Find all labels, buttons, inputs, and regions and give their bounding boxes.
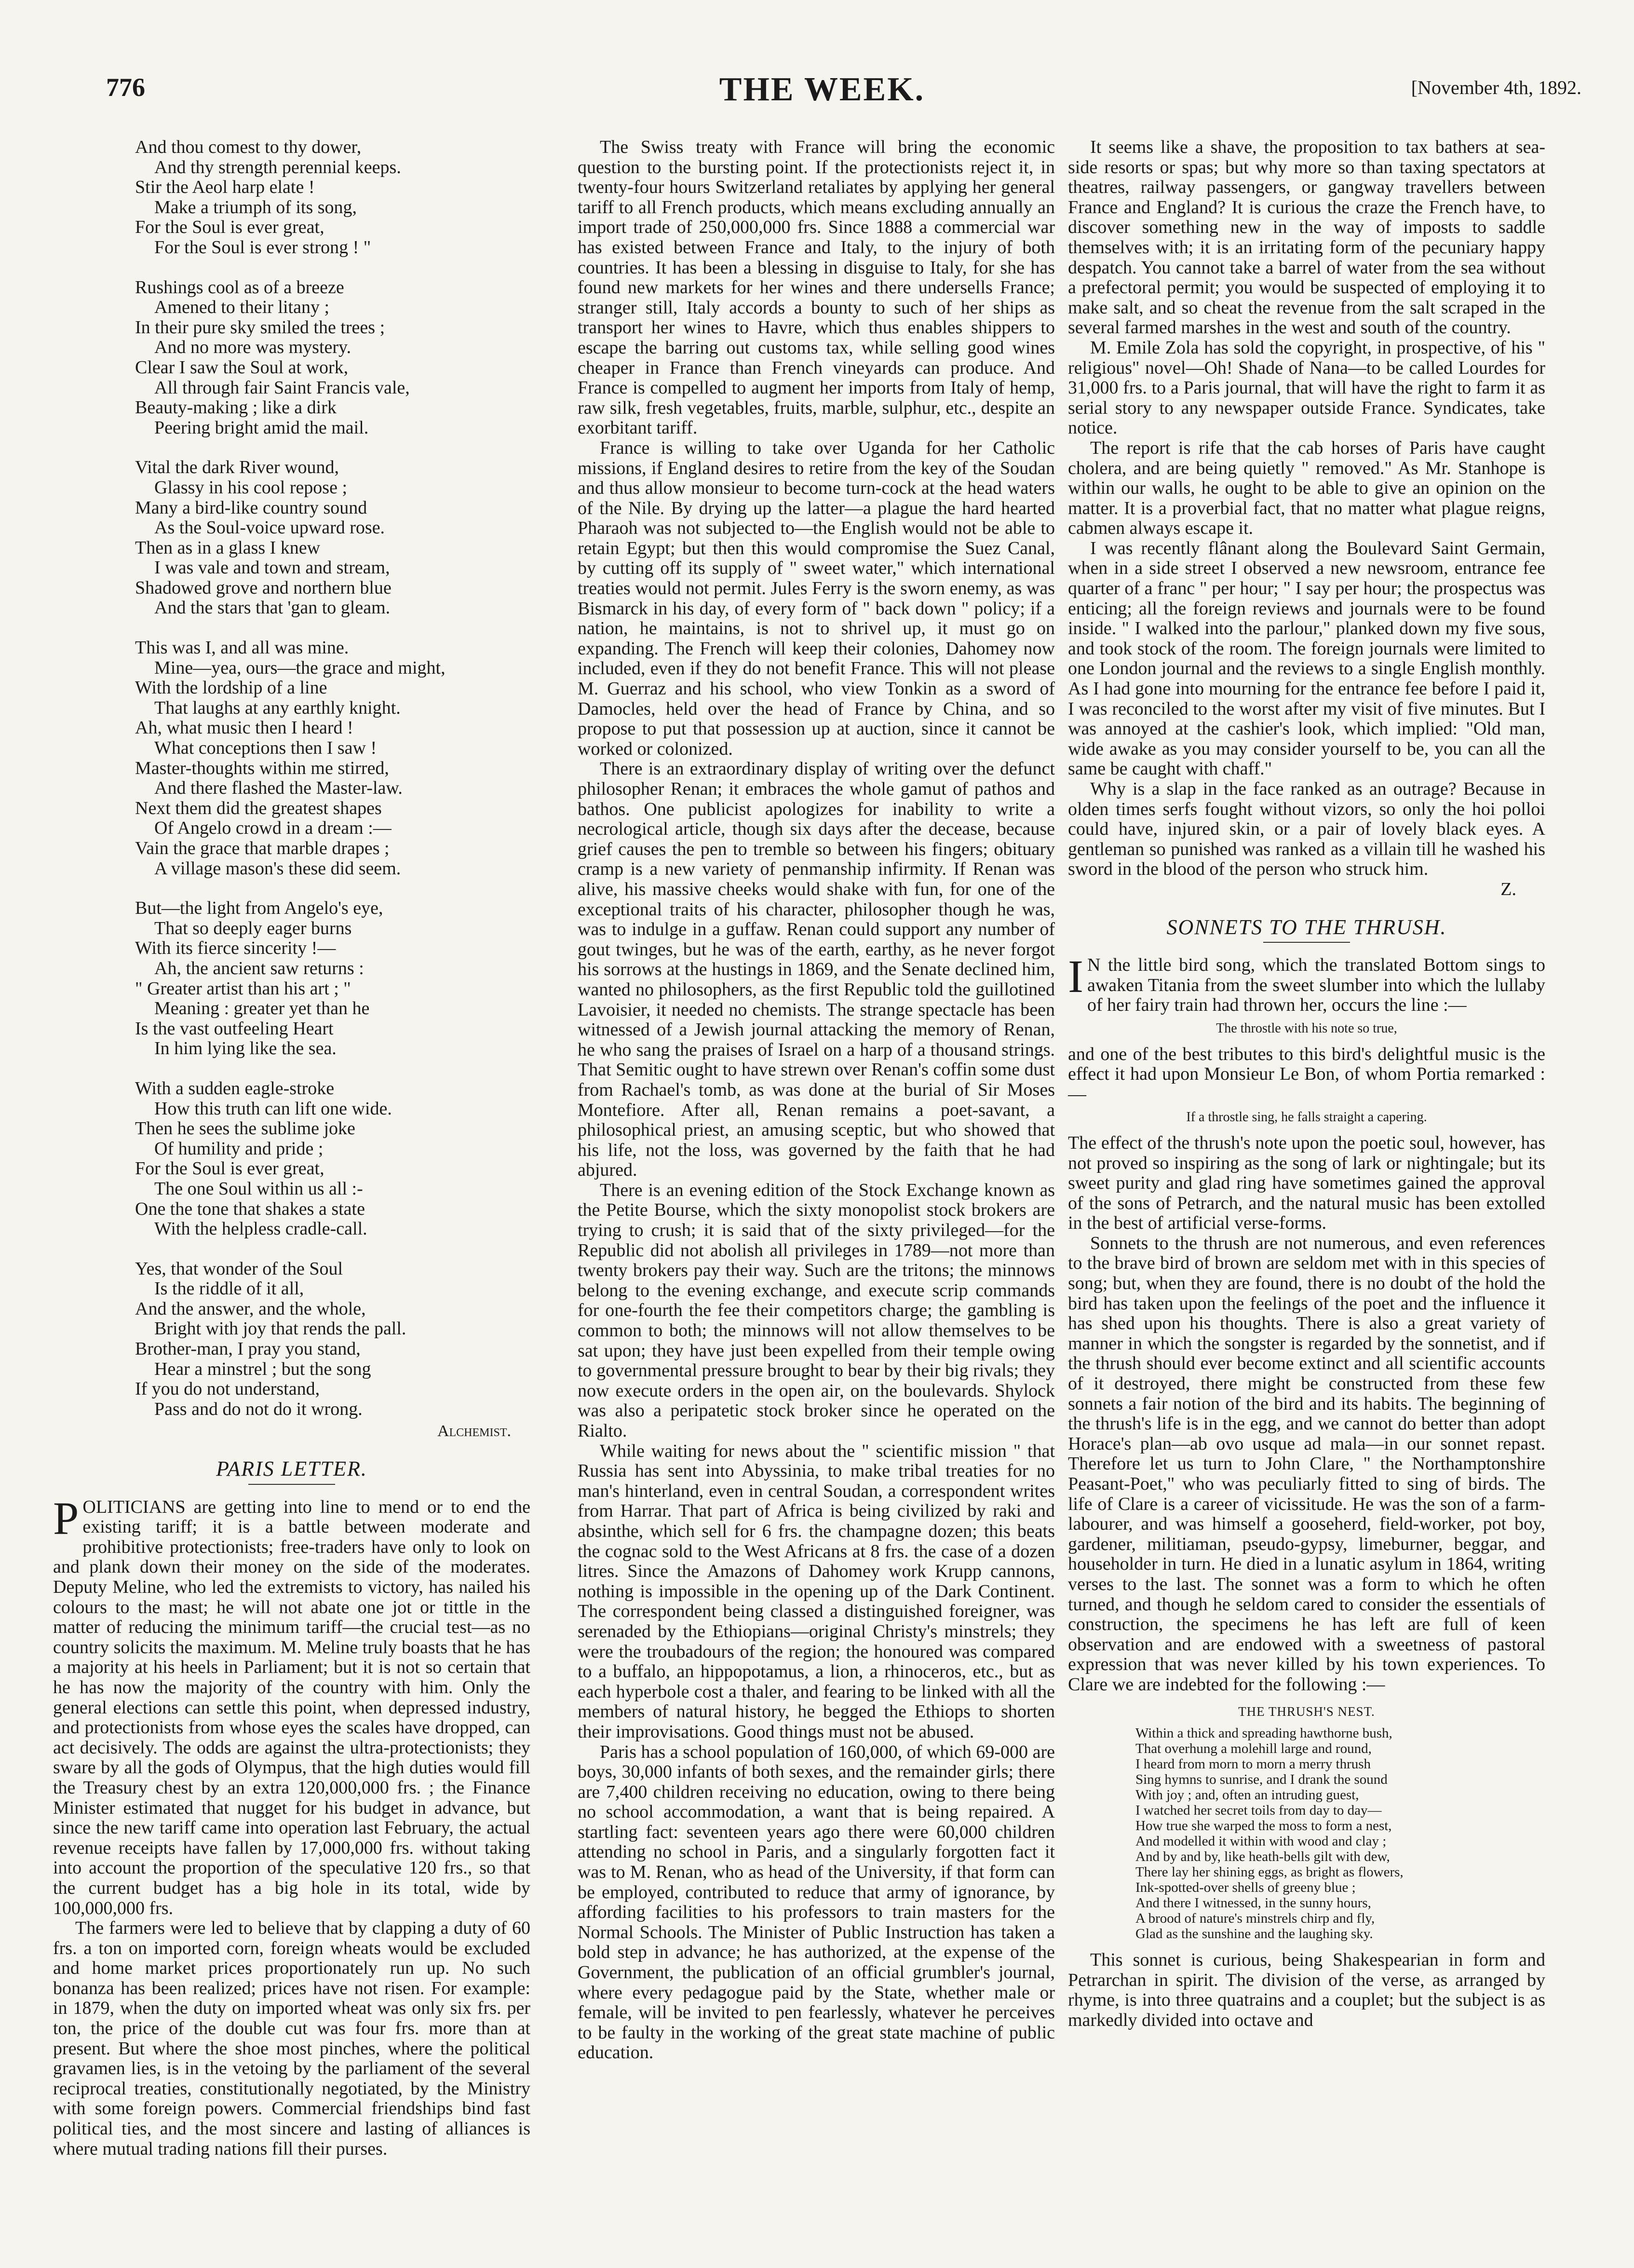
paris-paragraph: The farmers were led to believe that by clapping a duty of 60 frs. a ton on imported corn, foreign wheats would be excluded and home market prices proportionately run up. No such bonanza has been realized; prices have not risen. For example: in 1879, when the duty on imported wheat was only six frs. per ton, the price of the double cut was four frs. more than at present. But where the shoe most pinches, where the political gravamen lies, is in the vetoing by the parliament of the several reciprocal treaties, constitutionally negotiated, by the Ministry with some foreign powers. Commercial friendships bind fast political ties, and the most sincere and lasting of alliances is where mutual trading nations fill their purses. <box>53 1918 530 2159</box>
poem-line: Beauty-making ; like a dirk <box>135 397 337 418</box>
poem-stanza <box>135 638 530 879</box>
paris-paragraph <box>53 1492 530 1918</box>
quoted-line: If a throstle sing, he falls straight a capering. <box>1186 1110 1427 1125</box>
poem-line: For the Soul is ever strong ! " <box>154 237 371 258</box>
paris-paragraph: M. Emile Zola has sold the copyright, in prospective, of his " religious" novel—Oh! Shade of Nana—to be called Lourdes for 31,000 frs. to a Paris journal, that will have the right to farm it as serial story to any newspaper outside France. Syndicates, take notice. <box>1068 337 1545 438</box>
issue-date: [November 4th, 1892. <box>1411 77 1581 98</box>
sonnet-line: I watched her secret toils from day to day— <box>1135 1803 1382 1819</box>
paris-paragraph: Why is a slap in the face ranked as an outrage? Because in olden times serfs fought without vizors, so only the hoi polloi could have, injured skin, or a pair of lovely black eyes. A gentleman so punished was ranked as a villain till he washed his sword in the blood of the person who struck him. <box>1068 779 1545 880</box>
poem-line: Is the vast outfeeling Heart <box>135 1018 334 1039</box>
poem-line: Bright with joy that rends the pall. <box>154 1318 406 1339</box>
poem-stanza <box>135 137 530 258</box>
poem-line: Amened to their litany ; <box>154 297 330 318</box>
quoted-line: The throstle with his note so true, <box>1216 1020 1397 1036</box>
poem-line: Rushings cool as of a breeze <box>135 277 344 298</box>
poem-line: Hear a minstrel ; but the song <box>154 1358 371 1379</box>
sonnet-line: That overhung a molehill large and round, <box>1135 1741 1372 1757</box>
sonnet-line: A brood of nature's minstrels chirp and fly, <box>1135 1911 1375 1927</box>
paris-paragraph: France is willing to take over Uganda for her Catholic missions, if England desires to retire from the key of the Soudan and thus allow monsieur to become turn-cock at the head waters of the Nile. By drying up the latter—a plague the hard hearted Pharaoh was not subjected to—the English would not be able to retain Egypt; but then this would compromise the Suez Canal, by cutting off its supply of " sweet water," which international treaties would not permit. Jules Ferry is the sworn enemy, as was Bismarck in his day, of every form of " back down " policy; if a nation, he maintains, is not to shrivel up, it must go on expanding. The French will keep their colonies, Dahomey now included, even if they do not benefit France. This will not please M. Guerraz and his school, who view Tonkin as a sword of Damocles, held over the head of France by China, and so propose to put that possession up at auction, since it cannot be worked or colonized. <box>578 437 1055 759</box>
paris-paragraph: There is an evening edition of the Stock Exchange known as the Petite Bourse, which the sixty monopolist stock brokers are trying to crush; it is said that of the sixty privileged—for the Republic did not abolish all privileges in 1789—not more than twenty brokers pay their way. Such are the tritons; the minnows belong to the evening exchange, and execute scrip commands for one-fourth the fee their competitors charge; the gambling is common to both; the minnows will not allow themselves to be sat upon; they have just been expelled from their temple owing to governmental pressure brought to bear by their big rivals; they now execute orders in the open air, on the boulevards. Shylock was also a peripatetic stock broker since he operated on the Rialto. <box>578 1180 1055 1441</box>
poem-line: Clear I saw the Soul at work, <box>135 357 349 378</box>
title-rule <box>1263 942 1350 943</box>
poem-line: Meaning : greater yet than he <box>154 998 370 1019</box>
poem-line: But—the light from Angelo's eye, <box>135 898 383 919</box>
poem-line: Stir the Aeol harp elate ! <box>135 177 315 198</box>
poem-line: Of humility and pride ; <box>154 1138 324 1159</box>
poem-line: Then he sees the sublime joke <box>135 1118 355 1139</box>
page-number: 776 <box>106 73 145 102</box>
poem-line: As the Soul-voice upward rose. <box>154 517 385 538</box>
poem-line: What conceptions then I saw ! <box>154 738 377 759</box>
poem-line: And thy strength perennial keeps. <box>154 157 401 177</box>
paris-paragraph: The report is rife that the cab horses of Paris have caught cholera, and are being quietly " removed." As Mr. Stanhope is within our walls, he ought to be able to give an opinion on the matter. It is a proverbial fact, that no matter what plague reigns, cabmen always escape it. <box>1068 437 1545 539</box>
paris-signature: Z. <box>1500 879 1516 899</box>
poem-line: I was vale and town and stream, <box>154 557 390 578</box>
drop-cap: I <box>1068 951 1083 1003</box>
poem-line: Ah, what music then I heard ! <box>135 718 353 738</box>
poem-line: How this truth can lift one wide. <box>154 1098 392 1119</box>
poem-line: " Greater artist than his art ; " <box>135 978 351 999</box>
paris-paragraph: I was recently flânant along the Boulevard Saint Germain, when in a side street I observed a new newsroom, entrance fee quarter of a franc " per hour; " I say per hour; the prospectus was enticing; all the foreign reviews and journals were to be found inside. " I walked into the parlour," planked down my five sous, and took stock of the room. The foreign journals were limited to one London journal and the reviews to a single English monthly. As I had gone into mourning for the entrance fee before I paid it, I was reconciled to the worst after my visit of five minutes. But I was annoyed at the cashier's look, which implied: "Old man, wide awake as you may consider yourself to be, you can all the same be caught with chaff." <box>1068 538 1545 779</box>
poem-line: Shadowed grove and northern blue <box>135 577 392 598</box>
poem-signature: Alchemist. <box>437 1422 511 1440</box>
poem-line: All through fair Saint Francis vale, <box>154 377 410 398</box>
paris-letter-title: PARIS LETTER. <box>216 1457 367 1481</box>
poem-line: Many a bird-like country sound <box>135 497 367 518</box>
poem-line: And the stars that 'gan to gleam. <box>154 598 391 618</box>
poem-line: Yes, that wonder of the Soul <box>135 1258 343 1279</box>
thrush-paragraph: The effect of the thrush's note upon the poetic soul, however, has not proved so inspiring as the song of lark or nightingale; but its sweet purity and glad ring have sometimes gained the approval of the sons of Petrarch, and the natural music has been extolled in the best of artificial verse-forms. <box>1068 1132 1545 1234</box>
poem-line: The one Soul within us all :- <box>154 1178 363 1199</box>
sonnet-line: With joy ; and, often an intruding guest, <box>1135 1787 1359 1803</box>
sonnet-line: And modelled it within with wood and clay ; <box>1135 1833 1387 1849</box>
poem-line: That so deeply eager burns <box>154 918 352 938</box>
poem-stanza <box>135 898 530 1059</box>
poem-line: Of Angelo crowd in a dream :— <box>154 818 392 839</box>
poem-line: With the lordship of a line <box>135 678 327 698</box>
poem-line: If you do not understand, <box>135 1379 320 1399</box>
poem-stanza <box>135 278 530 438</box>
sonnet-line: Glad as the sunshine and the laughing sky. <box>1135 1926 1373 1942</box>
paris-paragraph: While waiting for news about the " scientific mission " that Russia has sent into Abyssinia, to make tribal treaties for no man's hinterland, even in central Soudan, a correspondent writes from Harrar. That part of Africa is being civilized by raki and absinthe, which sell for 6 frs. the champagne dozen; this beats the cognac sold to the West Africans at 8 frs. the case of a dozen litres. Since the Amazons of Dahomey work Krupp cannons, nothing is impossible in the opening up of the Dark Continent. The correspondent being classed a distinguished foreigner, was serenaded by the Ethiopians—original Christy's minstrels; they were the troubadours of the region; the honoured was compared to a buffalo, an hippopotamus, a lion, a rhinoceros, etc., but as each hyperbole cost a thaler, and fearing to be linked with all the members of natural history, he begged the Ethiops to shorten their improvisations. Good things must not be abused. <box>578 1440 1055 1742</box>
paris-paragraph: It seems like a shave, the proposition to tax bathers at sea-side resorts or spas; but why more so than taxing spectators at theatres, railway passengers, or gangway travellers between France and England? It is curious the craze the French have, to discover something new in the way of imposts to saddle themselves with; it is an irritating form of the pecuniary happy despatch. You cannot take a barrel of water from the sea without a prefectoral permit; you would be suspected of employing it to make salt, and so cheat the revenue from the salt scraped in the several farmed marshes in the west and south of the country. <box>1068 137 1545 338</box>
poem-stanza <box>135 1259 530 1420</box>
poem-stanza <box>135 458 530 618</box>
poem-line: One the tone that shakes a state <box>135 1198 365 1219</box>
paris-paragraph: Paris has a school population of 160,000, of which 69-000 are boys, 30,000 infants of both sexes, and the remainder girls; there are 7,400 children receiving no education, owing to there being no school accommodation, a want that is being repaired. A startling fact: seventeen years ago there were 60,000 children attending no school in Paris, and a singularly forgotten fact it was to M. Renan, who as head of the University, if that form can be employed, contributed to reduce that army of ignorance, by affording facilities to his professors to train masters for the Normal Schools. The Minister of Public Instruction has taken a bold step in advance; he has authorized, at the expense of the Government, the publication of an official grumbler's journal, where every pedagogue paid by the State, whether male or female, will be invited to pen fearlessly, whatever he perceives to be faulty in the working of the great state machine of public education. <box>578 1741 1055 2063</box>
poem-line: In their pure sky smiled the trees ; <box>135 317 385 338</box>
poem-line: This was I, and all was mine. <box>135 638 349 658</box>
poem-line: Vital the dark River wound, <box>135 457 339 478</box>
poem-line: And no more was mystery. <box>154 337 351 358</box>
poem-line: For the Soul is ever great, <box>135 1158 324 1179</box>
sonnet-line: How true she warped the moss to form a nest, <box>1135 1818 1392 1834</box>
poem-line: In him lying like the sea. <box>154 1038 337 1059</box>
title-rule <box>248 1484 335 1485</box>
masthead: THE WEEK. <box>719 71 925 108</box>
poem-line: For the Soul is ever great, <box>135 217 324 238</box>
poem-line: That laughs at any earthly knight. <box>154 697 401 718</box>
poem-line: And the answer, and the whole, <box>135 1298 366 1319</box>
poem-line: Next them did the greatest shapes <box>135 798 382 818</box>
column-3 <box>1068 137 1545 2239</box>
poem-line: And thou comest to thy dower, <box>135 137 362 157</box>
paris-paragraph: The Swiss treaty with France will bring the economic question to the bursting point. If the protectionists reject it, in twenty-four hours Switzerland retaliates by applying her general tariff to all French products, which means excluding annually an import trade of 250,000,000 frs. Since 1888 a commercial war has existed between France and Italy, to the injury of both countries. It has been a blessing in disguise to Italy, for she has found new markets for her wines and there undersells France; stranger still, Italy accords a bounty to such of her ships as transport her wines to Havre, which thus enables shippers to escape the barring out customs tax, while selling good wines cheaper in France than French vineyards can produce. And France is compelled to augment her imports from Italy of hemp, raw silk, fresh vegetables, fruits, marble, sulphur, etc., despite an exorbitant tariff. <box>578 137 1055 438</box>
poem-line: Pass and do not do it wrong. <box>154 1399 363 1419</box>
column-2 <box>578 137 1055 2239</box>
poem-line: Master-thoughts within me stirred, <box>135 758 389 778</box>
poem-line: And there flashed the Master-law. <box>154 778 403 799</box>
poem-line: Make a triumph of its song, <box>154 197 357 217</box>
poem-line: Mine—yea, ours—the grace and might, <box>154 657 446 678</box>
sonnet-line: Within a thick and spreading hawthorne bush, <box>1135 1725 1392 1741</box>
sonnet-line: I heard from morn to morn a merry thrush <box>1135 1756 1371 1772</box>
poem-line: Glassy in his cool repose ; <box>154 477 348 498</box>
page-header <box>72 71 1581 125</box>
thrush-paragraph <box>1068 951 1545 1016</box>
thrush-paragraph: Sonnets to the thrush are not numerous, and even references to the brave bird of brown are seldom met with in this species of song; but, when they are found, there is no doubt of the hold the bird has taken upon the feelings of the poet and the influence it has shed upon his thoughts. There is also a great variety of manner in which the songster is regarded by the sonnetist, and if the thrush should ever become extinct and all scientific accounts of it destroyed, there might be constructed from these few sonnets a fair notion of the bird and its habits. The beginning of the thrush's life is in the egg, and we cannot do better than adopt Horace's plan—ab ovo usque ad mala—in our sonnet repast. Therefore let us turn to John Clare, " the Northamptonshire Peasant-Poet," who was peculiarly fitted to sing of birds. The life of Clare is a career of vicissitude. He was the son of a farm-labourer, and was himself a gooseherd, field-worker, pot boy, gardener, militiaman, pseudo-gypsy, limeburner, beggar, and householder in turn. He died in a lunatic asylum in 1864, writing verses to the last. The sonnet was a form to which he often turned, and though he seldom cared to consider the essentials of construction, the specimens he has left are full of keen observation and are endowed with a sweetness of pastoral expression that was never killed by his town experiences. To Clare we are indebted for the following :— <box>1068 1233 1545 1695</box>
poem-line: A village mason's these did seem. <box>154 858 401 879</box>
poem-line: Brother-man, I pray you stand, <box>135 1339 361 1359</box>
paragraph-text: OLITICIANS are getting into line to mend or to end the existing tariff; it is a battle between moderate and prohibitive protectionists; free-traders have only to look on and plank down their money on the side of the moderates. Deputy Meline, who led the extremists to victory, has nailed his colours to the mast; he will not abate one jot or tittle in the matter of reducing the minimum tariff—the crucial test—as no country solicits the maximum. M. Meline truly boasts that he has a majority at his heels in Parliament; but it is not so certain that he has now the majority of the country with him. Only the general elections can settle this point, when depressed industry, and protectionists from whose eyes the scales have dropped, can act decisively. The odds are against the ultra-protectionists; they sware by all the gods of Olympus, that the high duties would fill the Treasury chest by an extra 120,000,000 frs. ; the Finance Minister estimated that nugget for his budget in advance, but since the new tariff came into operation last February, the actual revenue receipts have fallen by 17,000,000 frs. without taking into account the proportion of the speculative 120 frs., so that the current budget has a big hole in its total, wide by 100,000,000 frs. <box>53 1496 530 1918</box>
poem <box>135 137 530 1419</box>
sonnet-line: There lay her shining eggs, as bright as flowers, <box>1135 1864 1404 1880</box>
poem-line: Then as in a glass I knew <box>135 537 321 558</box>
sonnet-line: And there I witnessed, in the sunny hours, <box>1135 1895 1371 1911</box>
sonnet-thrush-nest <box>1135 1725 1545 1942</box>
paris-paragraph: There is an extraordinary display of writing over the defunct philosopher Renan; it embraces the whole gamut of pathos and bathos. One publicist apologizes for inability to write a necrological article, though six days after the decease, because grief causes the pen to tremble so between his fingers; obituary cramp is a new variety of penmanship infirmity. If Renan was alive, his massive cheeks would shake with fun, for one of the exceptional traits of his character, philosopher though he was, was to indulge in a guffaw. Renan could support any number of gout twinges, but he was of the earth, earthy, as he never forgot his sorrows at the hustings in 1869, and the Senate declined him, wanted no philosophers, as the first Republic told the guillotined Lavoisier, it needed no chemists. The strange spectacle has been witnessed of a Jewish journal attacking the memory of Renan, he who sang the praises of Israel on a harp of a thousand strings. That Semitic ought to have strewn over Renan's coffin some dust from Rachael's tomb, as was done at the burial of Sir Moses Montefiore. After all, Renan remains a poet-savant, a philosophical priest, an amusing sceptic, but who showed that his life, not the loss, was governed by the faith that he had abjured. <box>578 759 1055 1181</box>
thrush-paragraph: This sonnet is curious, being Shakespearian in form and Petrarchan in spirit. The division of the verse, as arranged by rhyme, is into three quatrains and a couplet; but the subject is as markedly divided into octave and <box>1068 1950 1545 2030</box>
poem-line: Is the riddle of it all, <box>154 1278 304 1299</box>
thrush-paragraph: and one of the best tributes to this bird's delightful music is the effect it had upon Monsieur Le Bon, of whom Portia remarked :— <box>1068 1044 1545 1104</box>
sonnet-line: And by and by, like heath-bells gilt with dew, <box>1135 1849 1390 1865</box>
poem-line: Ah, the ancient saw returns : <box>154 958 364 978</box>
poem-line: With its fierce sincerity !— <box>135 938 336 959</box>
column-1 <box>53 137 530 2239</box>
sonnet-title: THE THRUSH'S NEST. <box>1238 1704 1375 1719</box>
drop-cap: P <box>53 1492 79 1544</box>
poem-line: Peering bright amid the mail. <box>154 417 369 438</box>
thrush-sonnets-title: SONNETS TO THE THRUSH. <box>1166 915 1447 939</box>
poem-line: Vain the grace that marble drapes ; <box>135 838 390 858</box>
paragraph-text: N the little bird song, which the translated Bottom sings to awaken Titania from the sweet slumber into which the lullaby of her fairy train had thrown her, occurs the line :— <box>1087 955 1545 1016</box>
sonnet-line: Sing hymns to sunrise, and I drank the sound <box>1135 1772 1388 1788</box>
poem-stanza <box>135 1079 530 1239</box>
poem-line: With a sudden eagle-stroke <box>135 1078 335 1099</box>
sonnet-line: Ink-spotted-over shells of greeny blue ; <box>1135 1880 1356 1896</box>
poem-line: With the helpless cradle-call. <box>154 1219 367 1239</box>
